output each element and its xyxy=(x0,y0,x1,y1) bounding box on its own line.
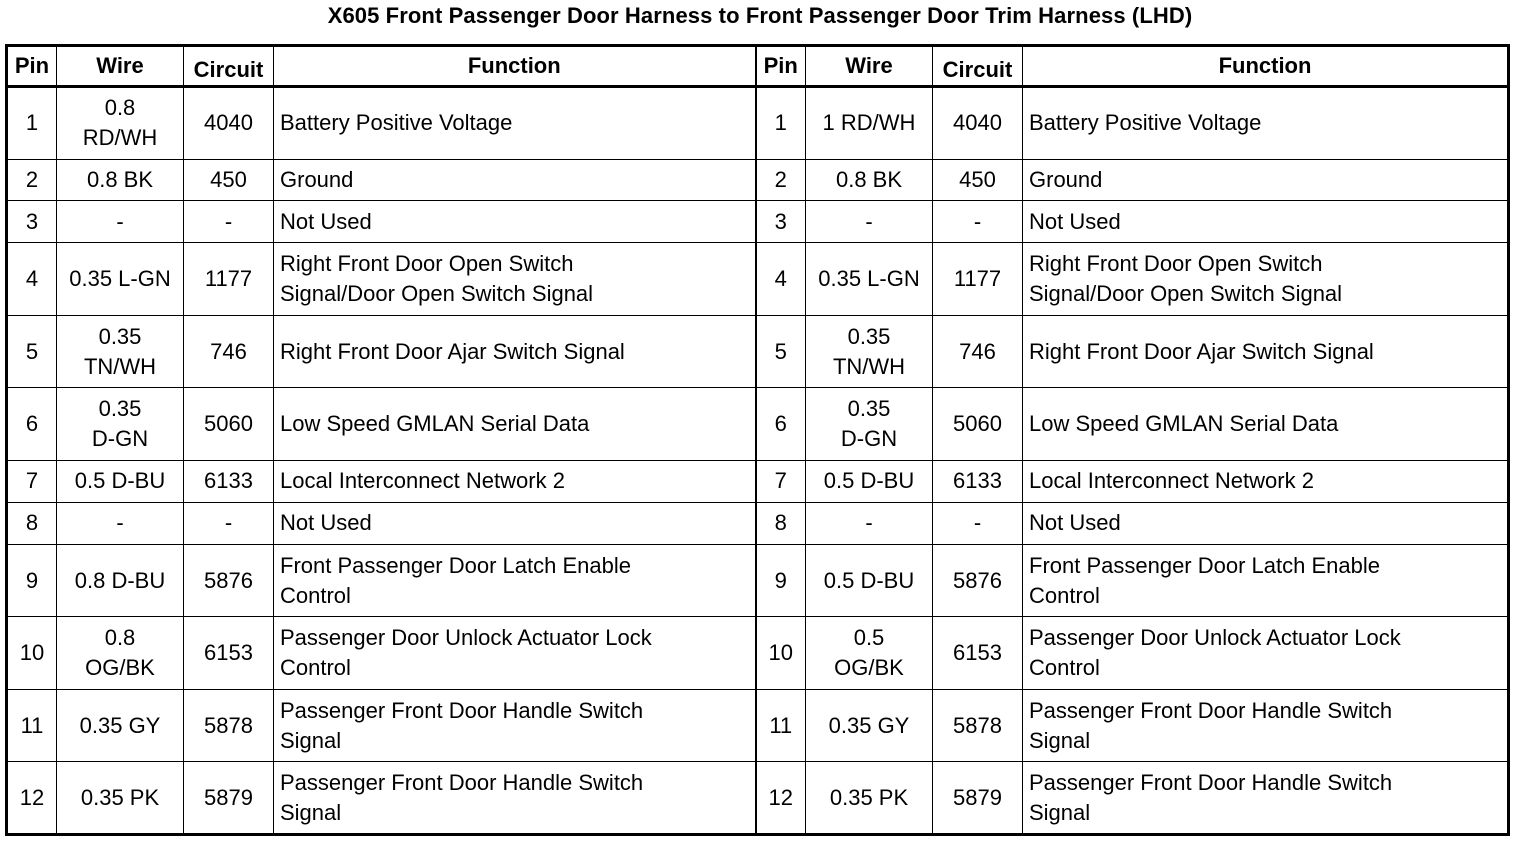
left-circuit-cell: - xyxy=(184,201,274,243)
right-function-cell: Low Speed GMLAN Serial Data xyxy=(1023,388,1509,461)
left-circuit-cell: 450 xyxy=(184,159,274,201)
right-circuit-cell: - xyxy=(933,502,1023,544)
left-function-cell: Battery Positive Voltage xyxy=(274,87,756,160)
left-function-cell: Low Speed GMLAN Serial Data xyxy=(274,388,756,461)
right-function-cell: Front Passenger Door Latch Enable Control xyxy=(1023,544,1509,617)
left-circuit-cell: 6153 xyxy=(184,617,274,690)
left-wire-cell: 0.35 TN/WH xyxy=(57,315,184,388)
table-row xyxy=(7,762,1509,835)
right-circuit-cell: 5879 xyxy=(933,762,1023,835)
right-pin-cell: 7 xyxy=(756,460,806,502)
table-row xyxy=(7,502,1509,544)
right-pin-cell: 10 xyxy=(756,617,806,690)
left-circuit-cell: 4040 xyxy=(184,87,274,160)
table-row xyxy=(7,689,1509,762)
left-wire-cell: 0.5 D-BU xyxy=(57,460,184,502)
left-wire-cell: 0.8 RD/WH xyxy=(57,87,184,160)
left-function-cell: Not Used xyxy=(274,201,756,243)
left-circuit-cell: 5060 xyxy=(184,388,274,461)
right-function-cell: Right Front Door Ajar Switch Signal xyxy=(1023,315,1509,388)
header-function: Function xyxy=(274,46,756,87)
header-pin: Pin xyxy=(756,46,806,87)
left-wire-cell: 0.35 L-GN xyxy=(57,243,184,316)
table-row xyxy=(7,460,1509,502)
right-pin-cell: 3 xyxy=(756,201,806,243)
header-pin: Pin xyxy=(7,46,57,87)
left-wire-cell: 0.35 GY xyxy=(57,689,184,762)
right-wire-cell: 0.5 OG/BK xyxy=(806,617,933,690)
right-wire-cell: 0.35 PK xyxy=(806,762,933,835)
header-circuit: Circuit xyxy=(184,46,274,87)
left-circuit-cell: 6133 xyxy=(184,460,274,502)
left-function-cell: Front Passenger Door Latch Enable Control xyxy=(274,544,756,617)
table-row xyxy=(7,315,1509,388)
right-wire-cell: 0.35 L-GN xyxy=(806,243,933,316)
left-circuit-cell: 5878 xyxy=(184,689,274,762)
left-wire-cell: 0.35 D-GN xyxy=(57,388,184,461)
right-function-cell: Not Used xyxy=(1023,502,1509,544)
right-wire-cell: 0.5 D-BU xyxy=(806,460,933,502)
left-pin-cell: 5 xyxy=(7,315,57,388)
right-wire-cell: 1 RD/WH xyxy=(806,87,933,160)
left-wire-cell: 0.8 D-BU xyxy=(57,544,184,617)
right-pin-cell: 5 xyxy=(756,315,806,388)
right-wire-cell: 0.35 TN/WH xyxy=(806,315,933,388)
left-function-cell: Passenger Front Door Handle Switch Signal xyxy=(274,762,756,835)
left-pin-cell: 10 xyxy=(7,617,57,690)
left-pin-cell: 9 xyxy=(7,544,57,617)
left-circuit-cell: 1177 xyxy=(184,243,274,316)
left-function-cell: Passenger Door Unlock Actuator Lock Control xyxy=(274,617,756,690)
header-wire: Wire xyxy=(57,46,184,87)
right-wire-cell: 0.35 D-GN xyxy=(806,388,933,461)
left-pin-cell: 2 xyxy=(7,159,57,201)
header-circuit: Circuit xyxy=(933,46,1023,87)
right-function-cell: Passenger Door Unlock Actuator Lock Control xyxy=(1023,617,1509,690)
left-wire-cell: - xyxy=(57,502,184,544)
pinout-table xyxy=(5,44,1510,836)
right-pin-cell: 2 xyxy=(756,159,806,201)
left-circuit-cell: - xyxy=(184,502,274,544)
right-pin-cell: 9 xyxy=(756,544,806,617)
right-function-cell: Right Front Door Open Switch Signal/Door Open Switch Signal xyxy=(1023,243,1509,316)
table-row xyxy=(7,388,1509,461)
right-function-cell: Passenger Front Door Handle Switch Signal xyxy=(1023,762,1509,835)
left-function-cell: Passenger Front Door Handle Switch Signal xyxy=(274,689,756,762)
left-pin-cell: 8 xyxy=(7,502,57,544)
right-circuit-cell: 5878 xyxy=(933,689,1023,762)
left-pin-cell: 3 xyxy=(7,201,57,243)
right-pin-cell: 6 xyxy=(756,388,806,461)
right-function-cell: Battery Positive Voltage xyxy=(1023,87,1509,160)
right-function-cell: Local Interconnect Network 2 xyxy=(1023,460,1509,502)
left-pin-cell: 1 xyxy=(7,87,57,160)
right-circuit-cell: 1177 xyxy=(933,243,1023,316)
right-wire-cell: - xyxy=(806,502,933,544)
right-pin-cell: 4 xyxy=(756,243,806,316)
right-circuit-cell: 4040 xyxy=(933,87,1023,160)
right-function-cell: Ground xyxy=(1023,159,1509,201)
right-wire-cell: 0.35 GY xyxy=(806,689,933,762)
left-function-cell: Ground xyxy=(274,159,756,201)
right-circuit-cell: 6133 xyxy=(933,460,1023,502)
left-wire-cell: 0.35 PK xyxy=(57,762,184,835)
table-row xyxy=(7,617,1509,690)
table-row xyxy=(7,159,1509,201)
header-row xyxy=(7,46,1509,87)
left-circuit-cell: 746 xyxy=(184,315,274,388)
left-wire-cell: - xyxy=(57,201,184,243)
table-row xyxy=(7,243,1509,316)
right-circuit-cell: - xyxy=(933,201,1023,243)
table-row xyxy=(7,87,1509,160)
right-circuit-cell: 746 xyxy=(933,315,1023,388)
right-circuit-cell: 5876 xyxy=(933,544,1023,617)
right-pin-cell: 1 xyxy=(756,87,806,160)
right-circuit-cell: 5060 xyxy=(933,388,1023,461)
right-function-cell: Not Used xyxy=(1023,201,1509,243)
left-pin-cell: 4 xyxy=(7,243,57,316)
right-pin-cell: 12 xyxy=(756,762,806,835)
left-function-cell: Not Used xyxy=(274,502,756,544)
right-pin-cell: 11 xyxy=(756,689,806,762)
left-circuit-cell: 5876 xyxy=(184,544,274,617)
header-function: Function xyxy=(1023,46,1509,87)
right-wire-cell: - xyxy=(806,201,933,243)
right-circuit-cell: 6153 xyxy=(933,617,1023,690)
table-row xyxy=(7,201,1509,243)
left-function-cell: Local Interconnect Network 2 xyxy=(274,460,756,502)
left-pin-cell: 12 xyxy=(7,762,57,835)
left-pin-cell: 6 xyxy=(7,388,57,461)
right-wire-cell: 0.8 BK xyxy=(806,159,933,201)
left-pin-cell: 7 xyxy=(7,460,57,502)
page-title: X605 Front Passenger Door Harness to Front Passenger Door Trim Harness (LHD) xyxy=(327,3,1193,28)
left-circuit-cell: 5879 xyxy=(184,762,274,835)
left-function-cell: Right Front Door Ajar Switch Signal xyxy=(274,315,756,388)
left-pin-cell: 11 xyxy=(7,689,57,762)
header-wire: Wire xyxy=(806,46,933,87)
right-function-cell: Passenger Front Door Handle Switch Signal xyxy=(1023,689,1509,762)
left-function-cell: Right Front Door Open Switch Signal/Door Open Switch Signal xyxy=(274,243,756,316)
right-circuit-cell: 450 xyxy=(933,159,1023,201)
table-row xyxy=(7,544,1509,617)
right-wire-cell: 0.5 D-BU xyxy=(806,544,933,617)
right-pin-cell: 8 xyxy=(756,502,806,544)
left-wire-cell: 0.8 BK xyxy=(57,159,184,201)
left-wire-cell: 0.8 OG/BK xyxy=(57,617,184,690)
